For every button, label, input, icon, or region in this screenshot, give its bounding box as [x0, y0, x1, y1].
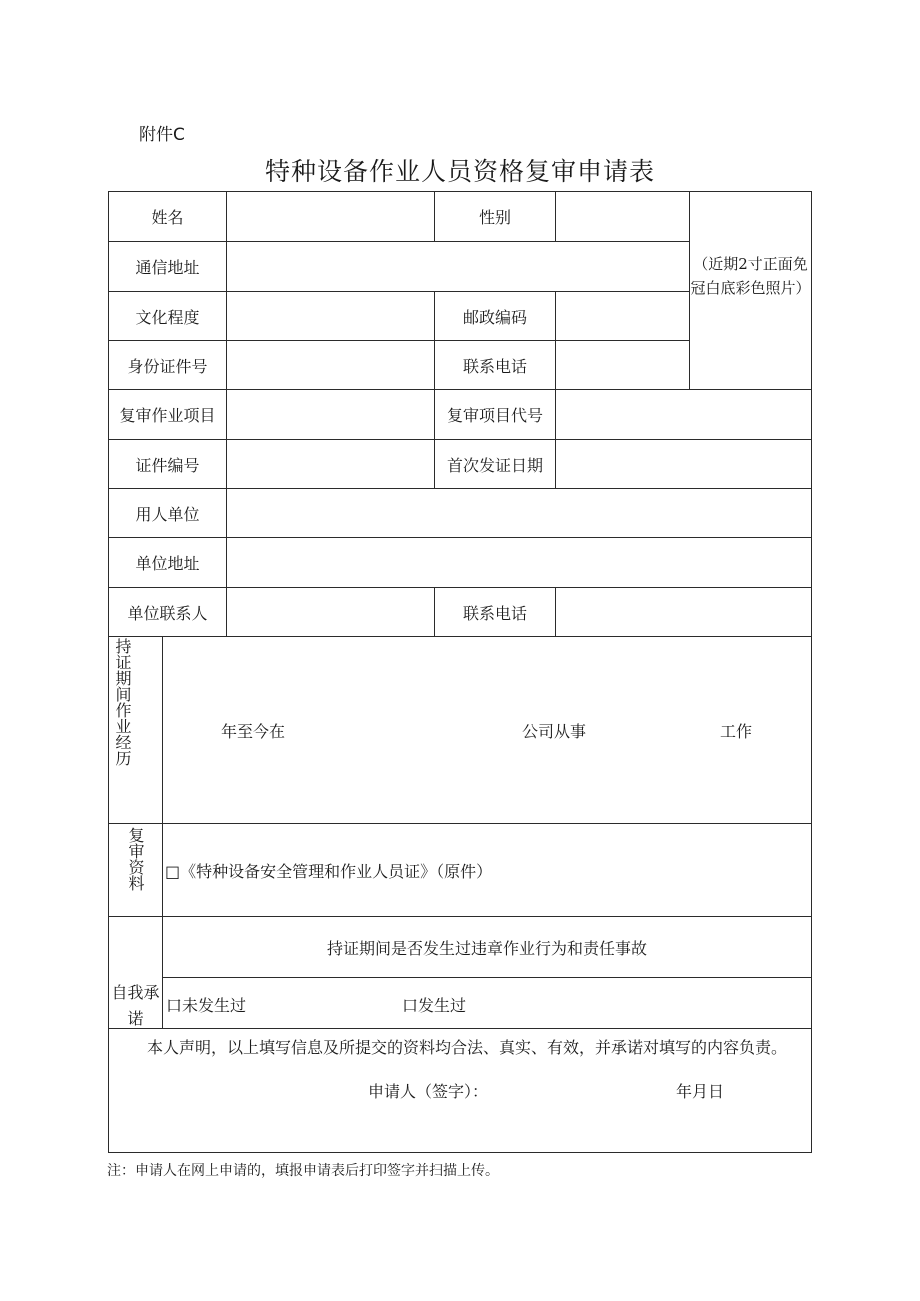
cert-number-field[interactable]	[227, 440, 434, 488]
employer-field[interactable]	[227, 489, 811, 537]
experience-year-text: 年至今在	[221, 722, 286, 741]
name-label: 姓名	[151, 208, 184, 227]
review-item-label: 复审作业项目	[119, 406, 216, 425]
id-number-label: 身份证件号	[127, 356, 208, 376]
experience-label: 持证期间作业经历	[113, 638, 132, 766]
postcode-label: 邮政编码	[462, 307, 527, 327]
pledge-option-yes[interactable]: 口发生过	[402, 996, 467, 1015]
first-issue-date-label: 首次发证日期	[446, 455, 543, 475]
pledge-label: 自我承诺	[111, 983, 160, 1028]
date-label: 年月日	[676, 1082, 725, 1101]
annex-label: 附件C	[139, 125, 185, 145]
pledge-option-no[interactable]: 口未发生过	[166, 996, 247, 1015]
cert-number-label: 证件编号	[135, 455, 200, 475]
review-code-field[interactable]	[556, 390, 811, 439]
phone-label: 联系电话	[462, 356, 527, 376]
postcode-field[interactable]	[556, 292, 689, 340]
materials-label: 复审资料	[126, 827, 145, 891]
employer-contact-field[interactable]	[227, 588, 434, 636]
first-issue-date-field[interactable]	[556, 440, 811, 488]
employer-phone-field[interactable]	[556, 588, 811, 636]
education-label: 文化程度	[135, 307, 200, 327]
experience-company-text: 公司从事	[522, 722, 587, 741]
signature-label: 申请人（签字）：	[368, 1082, 489, 1101]
employer-phone-label: 联系电话	[462, 603, 527, 623]
employer-address-label: 单位地址	[135, 554, 200, 573]
experience-work-text: 工作	[720, 722, 753, 741]
declaration-text: 本人声明，以上填写信息及所提交的资料均合法、真实、有效，并承诺对填写的内容负责。	[147, 1038, 788, 1057]
review-item-field[interactable]	[227, 390, 434, 439]
employer-label: 用人单位	[135, 504, 200, 524]
form-title: 特种设备作业人员资格复审申请表	[264, 157, 655, 186]
photo-placeholder[interactable]: （近期2寸正面免冠白底彩色照片）	[690, 255, 811, 297]
pledge-question: 持证期间是否发生过违章作业行为和责任事故	[326, 938, 647, 958]
employer-address-field[interactable]	[227, 538, 811, 587]
gender-label: 性别	[478, 208, 511, 227]
review-code-label: 复审项目代号	[446, 406, 543, 425]
gender-field[interactable]	[556, 192, 689, 241]
footnote: 注：申请人在网上申请的，填报申请表后打印签字并扫描上传。	[107, 1163, 499, 1179]
name-field[interactable]	[227, 192, 434, 241]
phone-field[interactable]	[556, 341, 689, 389]
materials-item[interactable]: □《特种设备安全管理和作业人员证》（原件）	[165, 862, 493, 881]
address-label: 通信地址	[135, 258, 200, 277]
education-field[interactable]	[227, 292, 434, 340]
employer-contact-label: 单位联系人	[127, 603, 208, 623]
address-field[interactable]	[227, 242, 689, 291]
id-number-field[interactable]	[227, 341, 434, 389]
